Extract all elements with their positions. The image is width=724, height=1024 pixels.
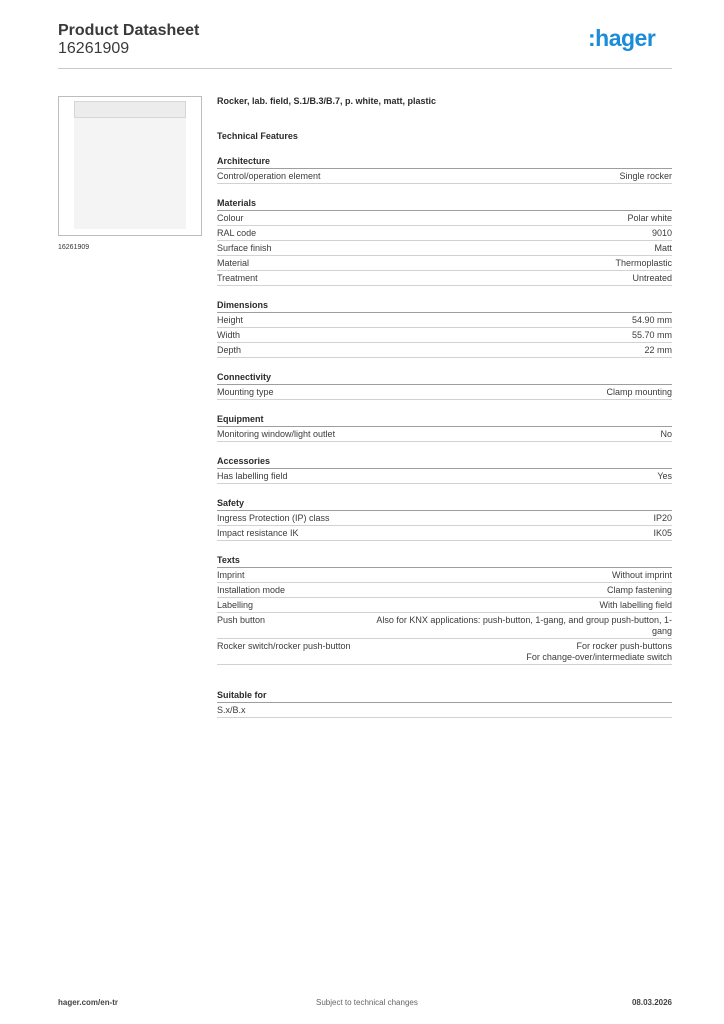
footer-date: 08.03.2026 xyxy=(631,998,672,1007)
footer-note: Subject to technical changes xyxy=(316,998,418,1007)
spec-row xyxy=(217,328,672,343)
spec-label: Has labelling field xyxy=(217,471,288,481)
technical-features xyxy=(217,94,672,718)
section-title: Suitable for xyxy=(217,689,672,703)
feature-sections xyxy=(217,155,672,665)
spec-value: For rocker push-buttons For change-over/intermediate switch xyxy=(526,641,672,662)
section-architecture xyxy=(217,155,672,184)
spec-value: No xyxy=(660,429,672,439)
spec-label: Push button xyxy=(217,615,266,625)
spec-label: RAL code xyxy=(217,228,257,238)
spec-row xyxy=(217,427,672,442)
svg-text::hager: :hager xyxy=(588,26,656,51)
spec-row xyxy=(217,639,672,665)
spec-label: Treatment xyxy=(217,273,258,283)
section-title: Accessories xyxy=(217,455,672,469)
spec-label: Rocker switch/rocker push-button xyxy=(217,641,351,651)
spec-row xyxy=(217,226,672,241)
spec-row xyxy=(217,241,672,256)
spec-row xyxy=(217,256,672,271)
spec-label: Width xyxy=(217,330,241,340)
spec-row xyxy=(217,469,672,484)
spec-label: S.x/B.x xyxy=(217,705,246,715)
spec-row xyxy=(217,211,672,226)
spec-row xyxy=(217,613,672,639)
product-image xyxy=(58,96,202,236)
document-number: 16261909 xyxy=(58,40,130,57)
section-title: Safety xyxy=(217,497,672,511)
spec-label: Labelling xyxy=(217,600,254,610)
spec-label: Mounting type xyxy=(217,387,274,397)
spec-row xyxy=(217,313,672,328)
spec-row xyxy=(217,511,672,526)
section-title: Materials xyxy=(217,197,672,211)
spec-value: Thermoplastic xyxy=(615,258,672,268)
hager-logo xyxy=(588,26,672,54)
section-safety xyxy=(217,497,672,541)
section-texts xyxy=(217,554,672,665)
spec-value: Untreated xyxy=(632,273,672,283)
section-title: Connectivity xyxy=(217,371,672,385)
product-photo xyxy=(74,101,186,229)
spec-label: Control/operation element xyxy=(217,171,321,181)
spec-row xyxy=(217,526,672,541)
spec-label: Monitoring window/light outlet xyxy=(217,429,336,439)
section-connectivity xyxy=(217,371,672,400)
spec-value: Yes xyxy=(657,471,672,481)
spec-value: Clamp fastening xyxy=(606,585,672,595)
document-title: Product Datasheet xyxy=(58,22,200,39)
spec-label: Colour xyxy=(217,213,244,223)
section-dimensions xyxy=(217,299,672,358)
technical-features-heading: Technical Features xyxy=(217,131,298,141)
spec-value: IP20 xyxy=(653,513,672,523)
suitable-for-section xyxy=(217,689,672,718)
spec-label: Surface finish xyxy=(217,243,272,253)
spec-label: Installation mode xyxy=(217,585,286,595)
spec-row xyxy=(217,583,672,598)
section-title: Dimensions xyxy=(217,299,672,313)
spec-value: Without imprint xyxy=(611,570,672,580)
spec-value: Single rocker xyxy=(619,171,672,181)
spec-value: Matt xyxy=(654,243,672,253)
page-header xyxy=(58,22,672,69)
spec-value: With labelling field xyxy=(599,600,672,610)
section-title: Architecture xyxy=(217,155,672,169)
spec-row xyxy=(217,343,672,358)
spec-label: Depth xyxy=(217,345,242,355)
page-footer xyxy=(58,998,672,1010)
spec-value: 54.90 mm xyxy=(631,315,672,325)
spec-label: Impact resistance IK xyxy=(217,528,299,538)
spec-value: 22 mm xyxy=(644,345,672,355)
section-materials xyxy=(217,197,672,286)
spec-row xyxy=(217,385,672,400)
labelling-field xyxy=(74,101,186,118)
spec-label: Ingress Protection (IP) class xyxy=(217,513,330,523)
section-accessories xyxy=(217,455,672,484)
spec-value: Clamp mounting xyxy=(606,387,672,397)
product-caption: 16261909 xyxy=(58,244,90,251)
spec-value: IK05 xyxy=(653,528,672,538)
footer-website[interactable]: hager.com/en-tr xyxy=(58,998,119,1007)
spec-row xyxy=(217,271,672,286)
section-equipment xyxy=(217,413,672,442)
spec-label: Material xyxy=(217,258,250,268)
spec-value: 9010 xyxy=(651,228,672,238)
section-title: Equipment xyxy=(217,413,672,427)
section-title: Texts xyxy=(217,554,672,568)
spec-row xyxy=(217,169,672,184)
spec-label: Height xyxy=(217,315,244,325)
spec-value: Polar white xyxy=(627,213,672,223)
product-name: Rocker, lab. field, S.1/B.3/B.7, p. white, matt, plastic xyxy=(217,96,437,106)
spec-row xyxy=(217,568,672,583)
spec-label: Imprint xyxy=(217,570,245,580)
spec-row xyxy=(217,598,672,613)
spec-row xyxy=(217,703,672,718)
spec-value: 55.70 mm xyxy=(631,330,672,340)
spec-value: Also for KNX applications: push-button, 1-gang, and group push-button, 1-gang xyxy=(376,615,672,636)
